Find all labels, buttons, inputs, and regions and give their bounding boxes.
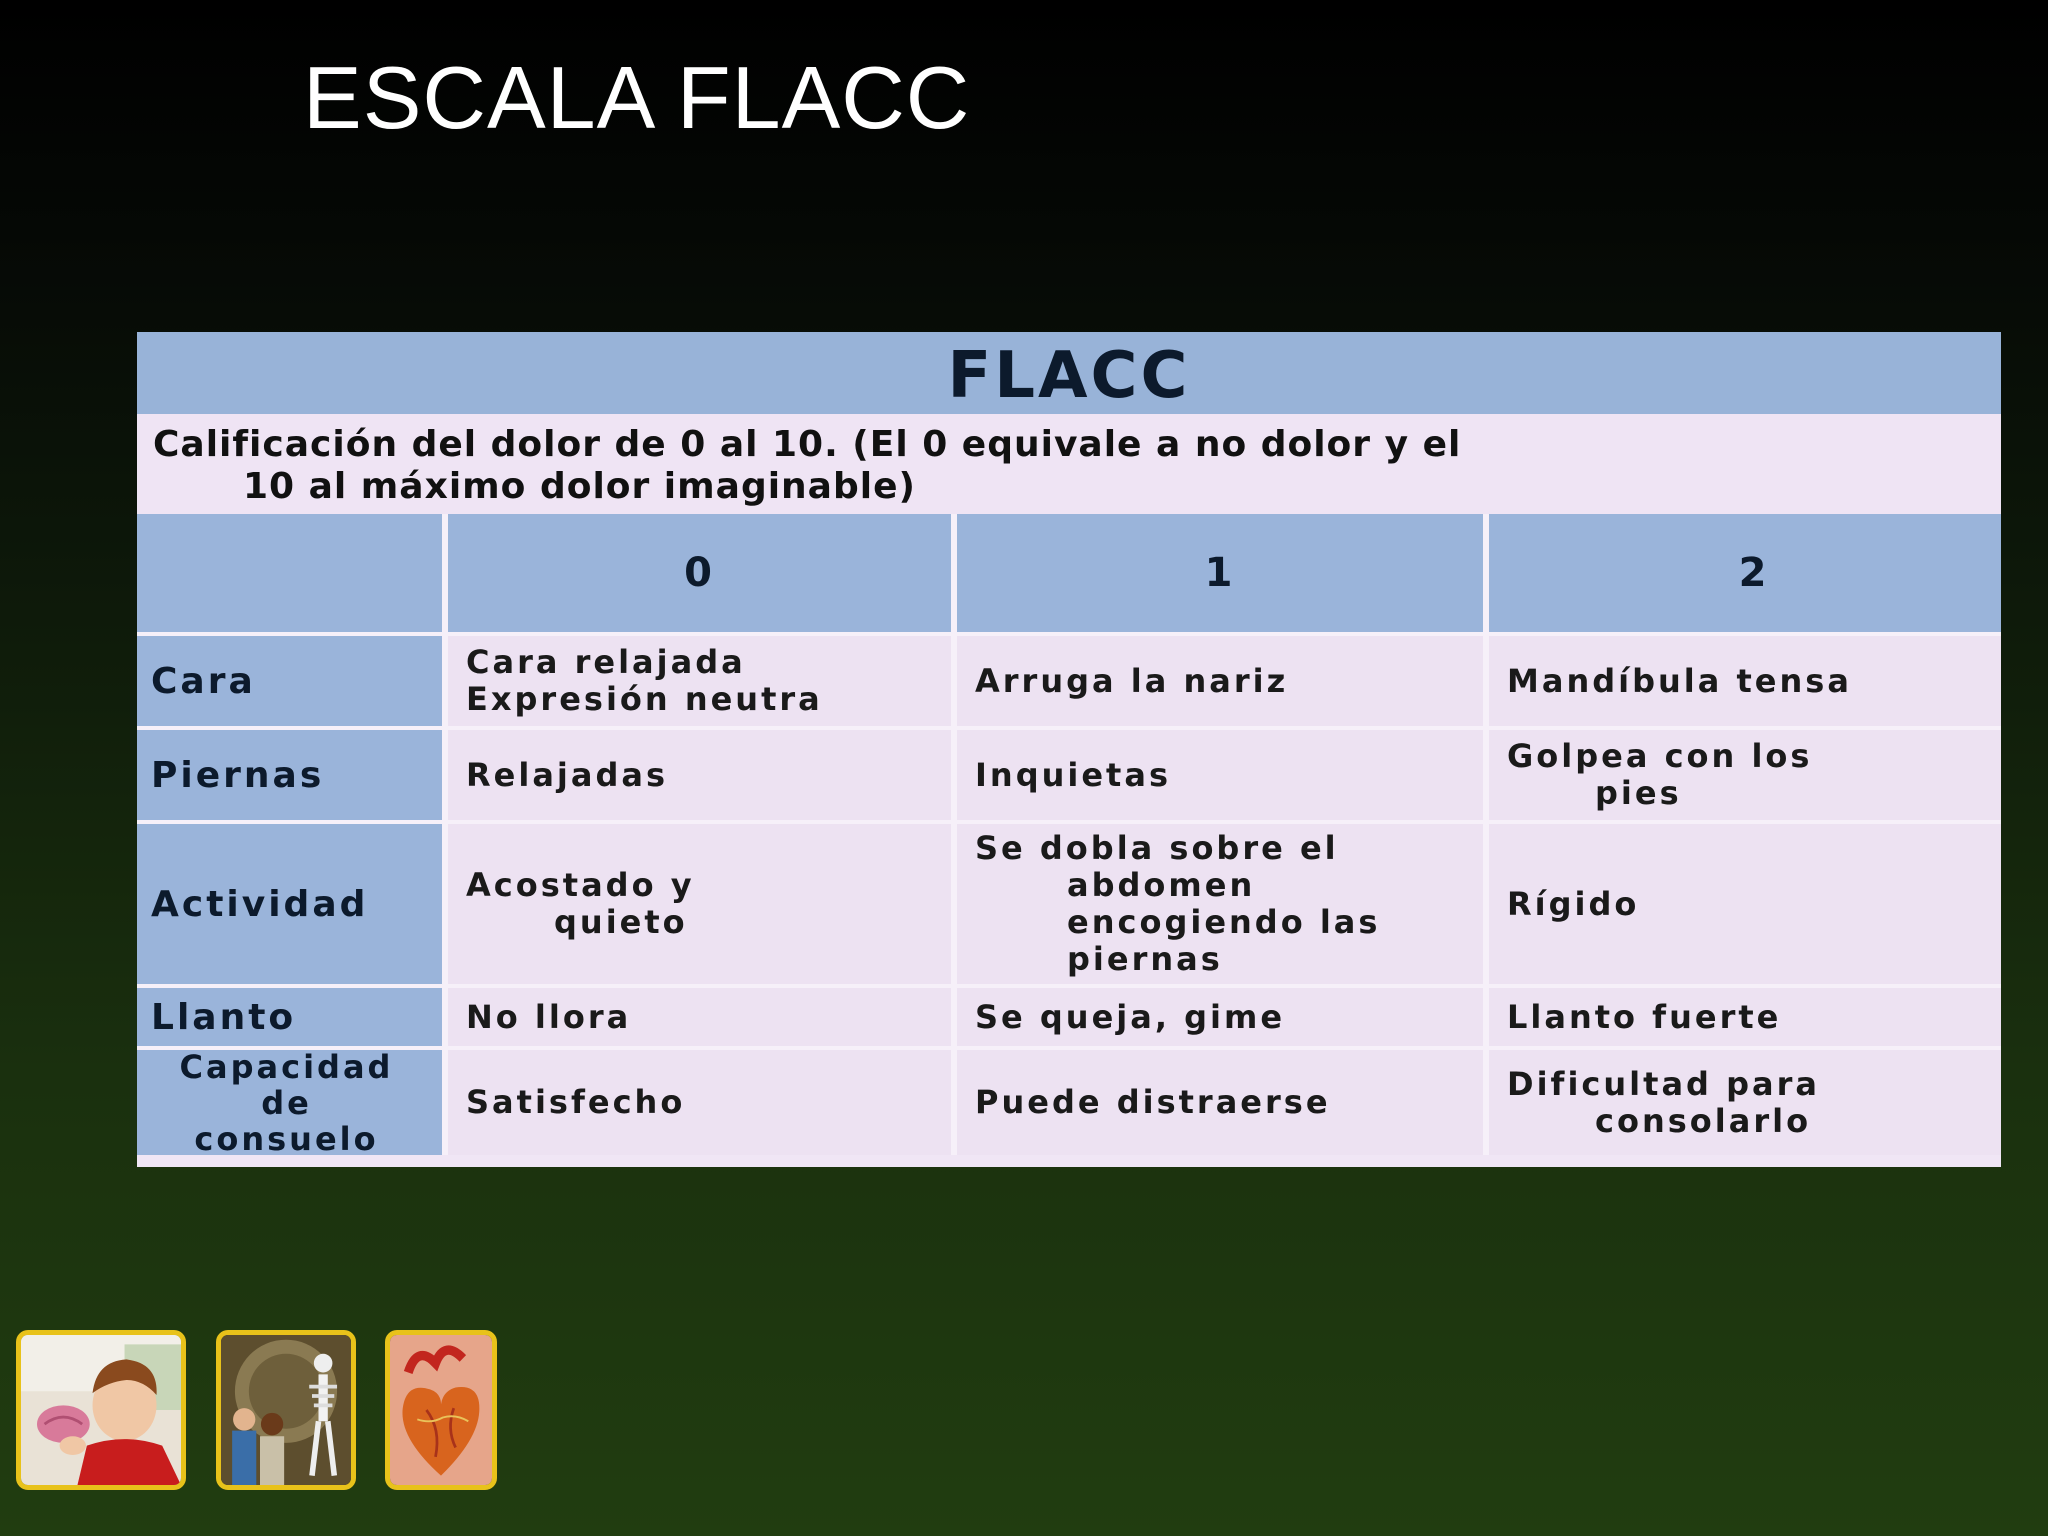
row-label-text: Cara bbox=[151, 660, 256, 702]
cell-line: No llora bbox=[466, 997, 632, 1036]
column-header-0: 0 bbox=[448, 514, 951, 632]
table-subtitle bbox=[137, 414, 2001, 514]
museum-skeleton-icon bbox=[216, 1330, 356, 1490]
cell-line: Se queja, gime bbox=[975, 997, 1286, 1036]
table-heading: FLACC bbox=[137, 332, 2001, 414]
cell-consuelo-0 bbox=[448, 1050, 951, 1155]
cell-consuelo-2 bbox=[1489, 1050, 2001, 1155]
cell-llanto-0 bbox=[448, 988, 951, 1046]
cell-line: Golpea con los bbox=[1507, 737, 1813, 775]
row-label-llanto bbox=[137, 988, 442, 1046]
cell-line: consolarlo bbox=[1595, 1101, 1812, 1140]
cell-actividad-1 bbox=[957, 824, 1483, 984]
cell-line: quieto bbox=[554, 903, 688, 941]
cell-line: piernas bbox=[1067, 940, 1223, 978]
cell-actividad-0 bbox=[448, 824, 951, 984]
row-label-text: Piernas bbox=[151, 754, 325, 796]
cell-line: Llanto fuerte bbox=[1507, 997, 1782, 1036]
cell-cara-0 bbox=[448, 636, 951, 726]
cell-line: Mandíbula tensa bbox=[1507, 661, 1852, 700]
cell-line: Cara relajada bbox=[466, 643, 746, 681]
cell-llanto-1 bbox=[957, 988, 1483, 1046]
cell-line: encogiendo las bbox=[1067, 903, 1381, 941]
cell-line: Dificultad para bbox=[1507, 1064, 1820, 1103]
subtitle-line-2: 10 al máximo dolor imaginable) bbox=[243, 466, 916, 507]
row-label-text: Actividad bbox=[151, 883, 369, 925]
cell-actividad-2 bbox=[1489, 824, 2001, 984]
flacc-table bbox=[137, 332, 2001, 1167]
cell-piernas-0 bbox=[448, 730, 951, 820]
cell-piernas-2 bbox=[1489, 730, 2001, 820]
cell-line: pies bbox=[1595, 774, 1682, 812]
cell-line: abdomen bbox=[1067, 866, 1256, 904]
row-label-text: de bbox=[261, 1083, 312, 1122]
column-header-1: 1 bbox=[957, 514, 1483, 632]
row-label-consuelo bbox=[137, 1050, 442, 1155]
heart-anatomy-icon bbox=[385, 1330, 497, 1490]
cell-consuelo-1 bbox=[957, 1050, 1483, 1155]
subtitle-line-1: Calificación del dolor de 0 al 10. (El 0 equivale a no dolor y el bbox=[153, 424, 1462, 465]
cell-line: Puede distraerse bbox=[975, 1083, 1331, 1121]
slide-title: ESCALA FLACC bbox=[303, 48, 971, 147]
cell-cara-2 bbox=[1489, 636, 2001, 726]
column-header-2: 2 bbox=[1489, 514, 2001, 632]
cell-line: Expresión neutra bbox=[466, 680, 823, 718]
cell-line: Relajadas bbox=[466, 755, 669, 794]
cell-line: Arruga la nariz bbox=[975, 661, 1289, 700]
row-label-cara bbox=[137, 636, 442, 726]
cell-line: Acostado y bbox=[466, 866, 695, 904]
cell-line: Se dobla sobre el bbox=[975, 829, 1339, 867]
cell-piernas-1 bbox=[957, 730, 1483, 820]
row-label-piernas bbox=[137, 730, 442, 820]
column-header-empty bbox=[137, 514, 442, 632]
row-label-text: consuelo bbox=[194, 1119, 379, 1155]
cell-line: Rígido bbox=[1507, 884, 1640, 923]
cell-line: Inquietas bbox=[975, 755, 1171, 794]
cell-cara-1 bbox=[957, 636, 1483, 726]
cell-line: Satisfecho bbox=[466, 1083, 686, 1121]
row-label-text: Llanto bbox=[151, 996, 297, 1038]
child-with-brain-model-icon bbox=[16, 1330, 186, 1490]
cell-llanto-2 bbox=[1489, 988, 2001, 1046]
table-grid bbox=[137, 514, 2001, 1155]
row-label-text: Capacidad bbox=[179, 1050, 394, 1086]
row-label-actividad bbox=[137, 824, 442, 984]
